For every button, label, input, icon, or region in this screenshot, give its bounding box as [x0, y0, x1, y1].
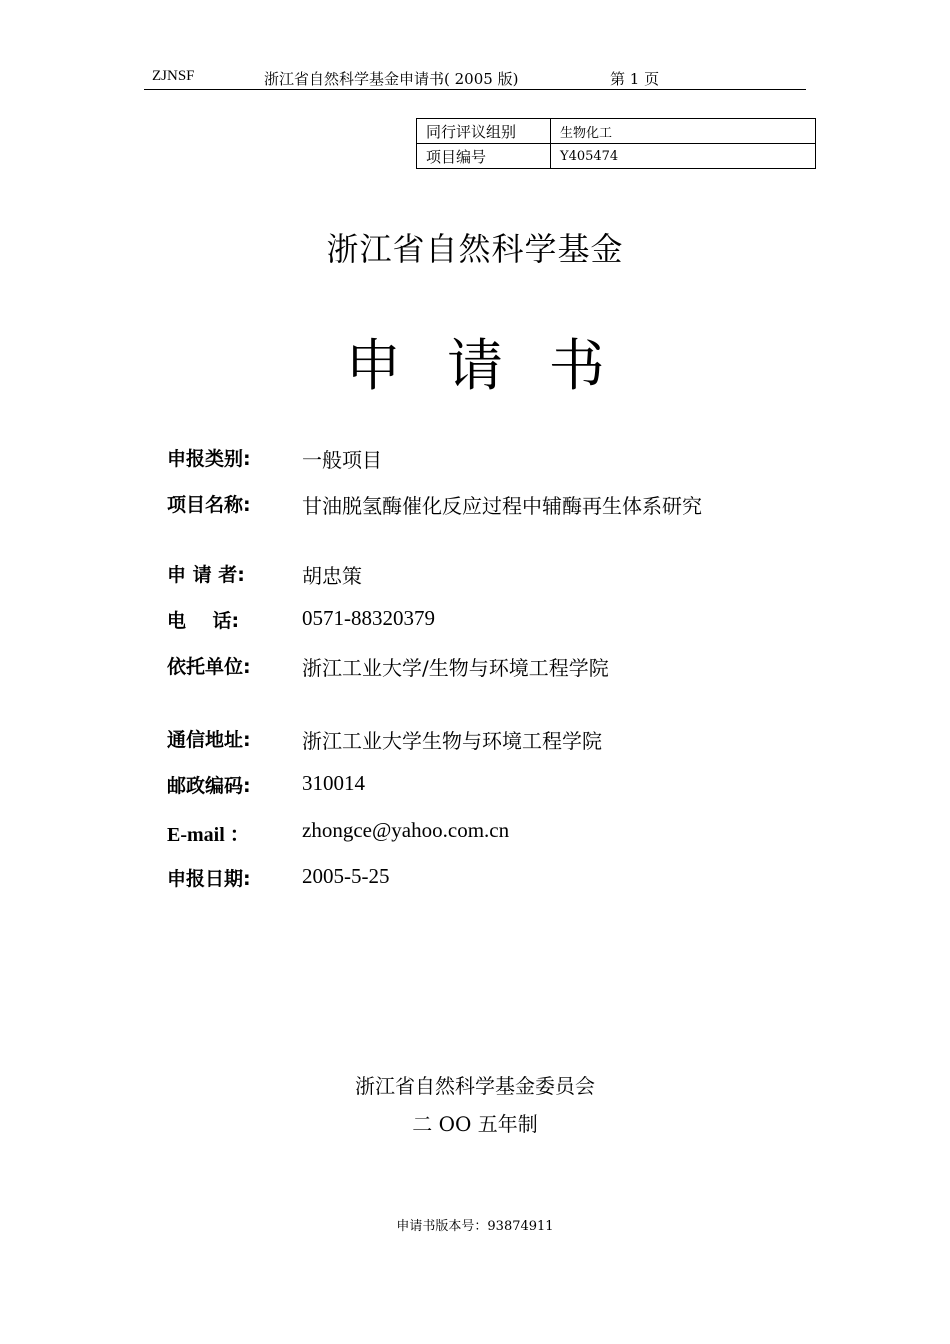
- field-label: E-mail ：: [167, 824, 250, 846]
- field-value: 2005-5-25: [302, 864, 390, 888]
- field-value: 浙江工业大学/生物与环境工程学院: [302, 656, 609, 680]
- field-value: 浙江工业大学生物与环境工程学院: [302, 729, 602, 753]
- field-value: zhongce@yahoo.com.cn: [302, 818, 510, 842]
- project-number-value: Y405474: [551, 144, 816, 169]
- field-value: 310014: [302, 771, 365, 795]
- header-title: 浙江省自然科学基金申请书( 2005 版): [264, 70, 519, 88]
- field-label: 申 请 者:: [167, 564, 245, 586]
- field-label: 通信地址:: [167, 729, 251, 751]
- field-label: 邮政编码:: [167, 775, 251, 797]
- field-value: 甘油脱氢酶催化反应过程中辅酶再生体系研究: [302, 494, 702, 518]
- table-row: [417, 119, 816, 144]
- info-table: [416, 118, 816, 169]
- field-label: 电 话:: [167, 610, 240, 632]
- field-value: 一般项目: [302, 448, 382, 472]
- field-value: 胡忠策: [302, 564, 362, 588]
- field-label: 申报类别:: [167, 448, 251, 470]
- field-label: 申报日期:: [167, 868, 251, 890]
- table-row: [417, 144, 816, 169]
- review-group-label: 同行评议组别: [417, 119, 551, 144]
- header-code: ZJNSF: [152, 68, 195, 84]
- field-label: 项目名称:: [167, 494, 251, 516]
- field-label: 依托单位:: [167, 656, 251, 678]
- header-page-number: 第 1 页: [610, 70, 660, 88]
- document-title: 申 请 书: [345, 334, 619, 399]
- committee-name: 浙江省自然科学基金委员会: [355, 1074, 595, 1098]
- field-value: 0571-88320379: [302, 606, 435, 630]
- foundation-name: 浙江省自然科学基金: [326, 230, 624, 268]
- page-header: [144, 60, 806, 90]
- project-number-label: 项目编号: [417, 144, 551, 169]
- review-group-value: 生物化工: [551, 119, 816, 144]
- version-number: 申请书版本号：93874911: [396, 1219, 554, 1234]
- made-year: 二 OO 五年制: [412, 1112, 538, 1136]
